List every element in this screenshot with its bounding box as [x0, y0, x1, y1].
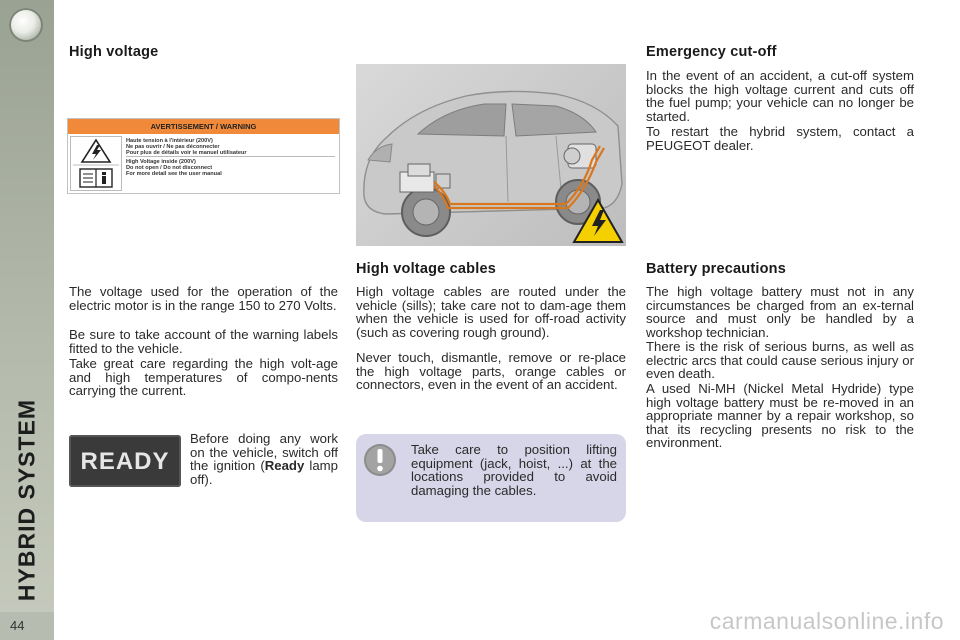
warning-label: [67, 118, 340, 194]
page-number: 44: [10, 618, 25, 633]
restart-paragraph: To restart the hybrid system, contact a PEUGEOT dealer.: [646, 124, 914, 153]
emergency-paragraph: In the event of an accident, a cut-off system blocks the high voltage current and cuts off the fuel pump; your vehicle can no longer be started.: [646, 68, 914, 124]
burns-risk-paragraph: There is the risk of serious burns, as well as electric arcs that could cause serious injury or even death.: [646, 339, 914, 381]
warning-english-text: High Voltage inside (200V) Do not open / Do not disconnect For more detail see the user manual: [126, 159, 222, 178]
circle-tab-icon: [9, 8, 43, 42]
ready-lamp-text: READY: [80, 448, 170, 475]
ready-note-paragraph: Before doing any work on the vehicle, switch off the ignition (Ready lamp off).: [190, 431, 338, 487]
cables-paragraph: High voltage cables are routed under the vehicle (sills); take care not to dam-age them when the vehicle is used for off-road activity (such as covering rough ground).: [356, 284, 626, 340]
warning-french-text: Haute tension à l'intérieur (200V) Ne pas ouvrir / Ne pas déconnecter Pour plus de détails voir le manuel utilisateur: [126, 138, 247, 157]
lifting-notice-box: [356, 434, 626, 522]
warning-label-header: AVERTISSEMENT / WARNING: [68, 119, 339, 134]
voltage-range-paragraph: The voltage used for the operation of the electric motor is in the range 150 to 270 Volts.: [69, 284, 338, 313]
cables-heading: High voltage cables: [356, 261, 496, 277]
battery-charging-paragraph: The high voltage battery must not in any circumstances be charged from an ex-ternal source and must only be handled by a workshop technician.: [646, 284, 914, 340]
temperature-paragraph: Take great care regarding the high volt-age and high temperatures of compo-nents carrying the current.: [69, 356, 338, 398]
never-touch-paragraph: Never touch, dismantle, remove or re-place the high voltage parts, orange cables or connectors, even in the event of an accident.: [356, 350, 626, 392]
emergency-heading: Emergency cut-off: [646, 44, 777, 60]
recycling-paragraph: A used Ni-MH (Nickel Metal Hydride) type high voltage battery must be re-moved in an appropriate manner by a repair workshop, so that its recycling presents no risk to the environment.: [646, 381, 914, 450]
manual-book-icon: [80, 169, 112, 187]
warning-labels-paragraph: Be sure to take account of the warning labels fitted to the vehicle.: [69, 327, 338, 356]
ready-lamp-image: [69, 435, 181, 487]
high-voltage-heading: High voltage: [69, 44, 159, 60]
battery-heading: Battery precautions: [646, 261, 786, 277]
exclamation-icon: [362, 442, 398, 478]
car-illustration: [356, 64, 626, 246]
watermark: carmanualsonline.info: [709, 608, 944, 634]
lifting-notice-text: Take care to position lifting equipment (jack, hoist, ...) at the locations provided to avoid damaging the cables.: [411, 442, 617, 498]
section-title: HYBRID SYSTEM: [13, 398, 40, 602]
page-number-box: [0, 612, 54, 640]
sidebar: [0, 0, 54, 612]
